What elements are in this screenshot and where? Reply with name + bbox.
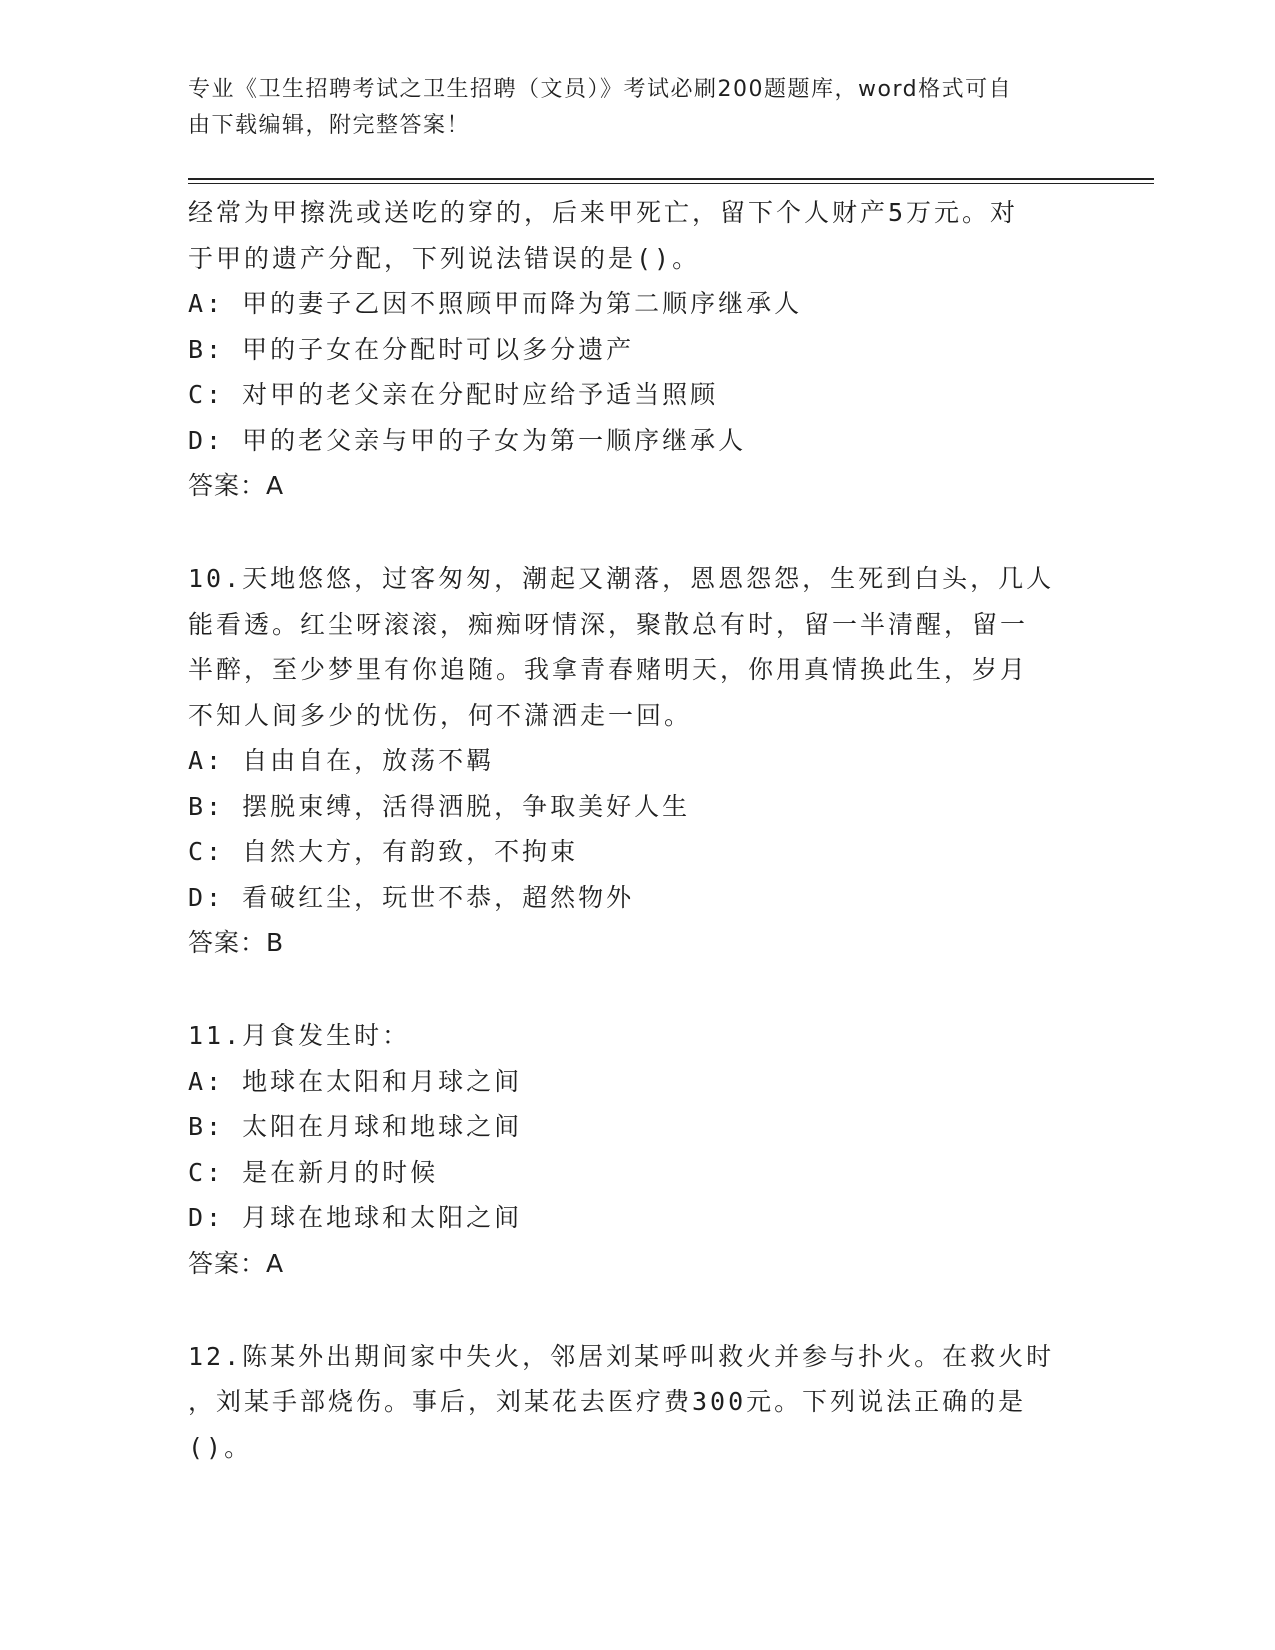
option-c: C: 是在新月的时候 bbox=[188, 1157, 439, 1187]
option-c: C: 对甲的老父亲在分配时应给予适当照顾 bbox=[188, 380, 719, 409]
question-9 bbox=[188, 190, 1088, 509]
answer-label: 答案：B bbox=[188, 928, 285, 957]
header-line-2: 由下载编辑，附完整答案！ bbox=[188, 113, 471, 138]
spacer bbox=[188, 509, 1088, 556]
answer-label: 答案：A bbox=[188, 1248, 285, 1278]
option-a: A: 自由自在，放荡不羁 bbox=[188, 746, 495, 775]
question-stem-line: ，刘某手部烧伤。事后，刘某花去医疗费300元。下列说法正确的是 bbox=[188, 1387, 1027, 1416]
spacer bbox=[188, 966, 1088, 1013]
option-b: B: 甲的子女在分配时可以多分遗产 bbox=[188, 334, 635, 364]
option-b: B: 太阳在月球和地球之间 bbox=[188, 1112, 523, 1141]
answer-label: 答案：A bbox=[188, 471, 285, 500]
option-a: A: 甲的妻子乙因不照顾甲而降为第二顺序继承人 bbox=[188, 289, 803, 318]
question-stem-line: ()。 bbox=[188, 1432, 253, 1462]
question-10 bbox=[188, 556, 1088, 966]
question-stem-line: 能看透。红尘呀滚滚，痴痴呀情深，聚散总有时，留一半清醒，留一 bbox=[188, 609, 1029, 639]
option-d: D: 甲的老父亲与甲的子女为第一顺序继承人 bbox=[188, 425, 747, 455]
spacer bbox=[188, 1287, 1088, 1334]
question-stem-line: 10.天地悠悠，过客匆匆，潮起又潮落，恩恩怨怨，生死到白头，几人 bbox=[188, 564, 1055, 593]
question-stem-line: 不知人间多少的忧伤，何不潇洒走一回。 bbox=[188, 700, 693, 730]
question-stem-line: 于甲的遗产分配，下列说法错误的是()。 bbox=[188, 243, 701, 273]
option-a: A: 地球在太阳和月球之间 bbox=[188, 1066, 523, 1096]
question-list bbox=[188, 190, 1088, 1470]
question-11 bbox=[188, 1013, 1088, 1287]
option-d: D: 看破红尘，玩世不恭，超然物外 bbox=[188, 882, 635, 912]
question-stem-line: 经常为甲擦洗或送吃的穿的，后来甲死亡，留下个人财产5万元。对 bbox=[188, 198, 1019, 227]
question-stem-line: 12.陈某外出期间家中失火，邻居刘某呼叫救火并参与扑火。在救火时 bbox=[188, 1341, 1055, 1371]
header-line-1: 专业《卫生招聘考试之卫生招聘（文员）》考试必刷200题题库，word格式可自 bbox=[188, 77, 1013, 102]
option-b: B: 摆脱束缚，活得洒脱，争取美好人生 bbox=[188, 791, 691, 821]
question-12 bbox=[188, 1334, 1088, 1471]
document-header bbox=[188, 72, 1068, 144]
option-d: D: 月球在地球和太阳之间 bbox=[188, 1203, 523, 1232]
header-divider bbox=[188, 178, 1154, 184]
question-stem-line: 11.月食发生时： bbox=[188, 1021, 411, 1050]
option-c: C: 自然大方，有韵致，不拘束 bbox=[188, 837, 579, 866]
question-stem-line: 半醉，至少梦里有你追随。我拿青春赌明天，你用真情换此生，岁月 bbox=[188, 655, 1029, 684]
